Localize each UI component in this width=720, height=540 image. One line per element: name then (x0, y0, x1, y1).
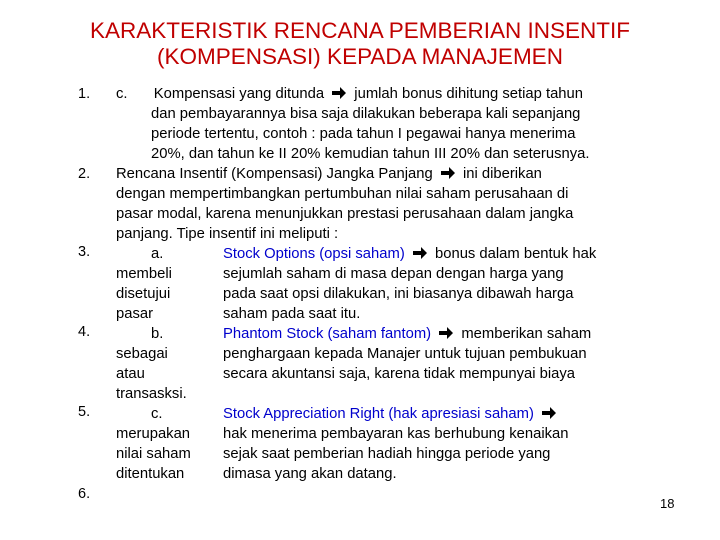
phantom-stock-line: penghargaan kepada Manajer untuk tujuan pembukuan (223, 346, 587, 362)
stock-options-line: pada saat opsi dilakukan, ini biasanya dibawah harga (223, 286, 574, 302)
long-term-line: pasar modal, karena menunjukkan prestasi perusahaan dalam jangka (116, 206, 574, 222)
stock-options-tail: bonus dalam bentuk hak (435, 246, 597, 262)
type-c-label: c. (151, 406, 163, 422)
type-a-left-line: membeli (116, 266, 172, 282)
deferred-comp-line: 20%, dan tahun ke II 20% kemudian tahun III 20% dan seterusnya. (151, 146, 590, 162)
stock-options-term: Stock Options (opsi saham) (223, 246, 405, 262)
stock-options-first-line (223, 244, 596, 264)
type-b-left-line: sebagai (116, 346, 168, 362)
arrow-right-icon (438, 326, 454, 340)
type-a-label: a. (151, 246, 164, 262)
phantom-stock-term: Phantom Stock (saham fantom) (223, 326, 432, 342)
type-a-left-line: disetujui (116, 286, 171, 302)
type-b-left-line: atau (116, 366, 145, 382)
title-line-2: (KOMPENSASI) KEPADA MANAJEMEN (157, 44, 563, 69)
deferred-comp-first-line (116, 84, 583, 104)
slide-number: 18 (660, 496, 675, 511)
sar-line: sejak saat pemberian hadiah hingga periode yang (223, 446, 551, 462)
deferred-comp-line: periode tertentu, contoh : pada tahun I pegawai hanya menerima (151, 126, 576, 142)
sar-line: hak menerima pembayaran kas berhubung kenaikan (223, 426, 569, 442)
long-term-tail: ini diberikan (462, 166, 542, 182)
long-term-line: dengan mempertimbangkan pertumbuhan nilai saham perusahaan di (116, 186, 569, 202)
sar-line: dimasa yang akan datang. (223, 466, 397, 482)
list-number-5: 5. (78, 404, 91, 420)
type-b-left-line: transasksi. (116, 386, 187, 402)
type-b-label: b. (151, 326, 164, 342)
arrow-right-icon (541, 406, 557, 420)
phantom-stock-first-line (223, 324, 591, 344)
deferred-comp-line: dan pembayarannya bisa saja dilakukan beberapa kali sepanjang (151, 106, 581, 122)
sar-term: Stock Appreciation Right (hak apresiasi saham) (223, 406, 534, 422)
list-number-4: 4. (78, 324, 91, 340)
stock-options-line: sejumlah saham di masa depan dengan harga yang (223, 266, 564, 282)
type-c-left-line: merupakan (116, 426, 191, 442)
long-term-line: panjang. Tipe insentif ini meliputi : (116, 226, 339, 242)
list-number-1: 1. (78, 86, 91, 102)
list-number-3: 3. (78, 244, 91, 260)
arrow-right-icon (331, 86, 347, 100)
deferred-comp-tail: jumlah bonus dihitung setiap tahun (354, 86, 583, 102)
arrow-right-icon (440, 166, 456, 180)
type-c-left-line: ditentukan (116, 466, 185, 482)
title-line-1: KARAKTERISTIK RENCANA PEMBERIAN INSENTIF (89, 18, 631, 43)
slide-title (40, 18, 680, 70)
type-c-left-line: nilai saham (116, 446, 191, 462)
stock-options-line: saham pada saat itu. (223, 306, 361, 322)
long-term-first-line (116, 164, 542, 184)
item-c-label: c. (116, 86, 128, 102)
arrow-right-icon (412, 246, 428, 260)
deferred-comp-lead: Kompensasi yang ditunda (153, 86, 325, 102)
list-number-2: 2. (78, 166, 91, 182)
list-number-6: 6. (78, 486, 91, 502)
sar-first-line (223, 404, 560, 424)
phantom-stock-line: secara akuntansi saja, karena tidak mempunyai biaya (223, 366, 576, 382)
long-term-lead: Rencana Insentif (Kompensasi) Jangka Panjang (116, 166, 433, 182)
phantom-stock-tail: memberikan saham (461, 326, 592, 342)
type-a-left-line: pasar (116, 306, 154, 322)
